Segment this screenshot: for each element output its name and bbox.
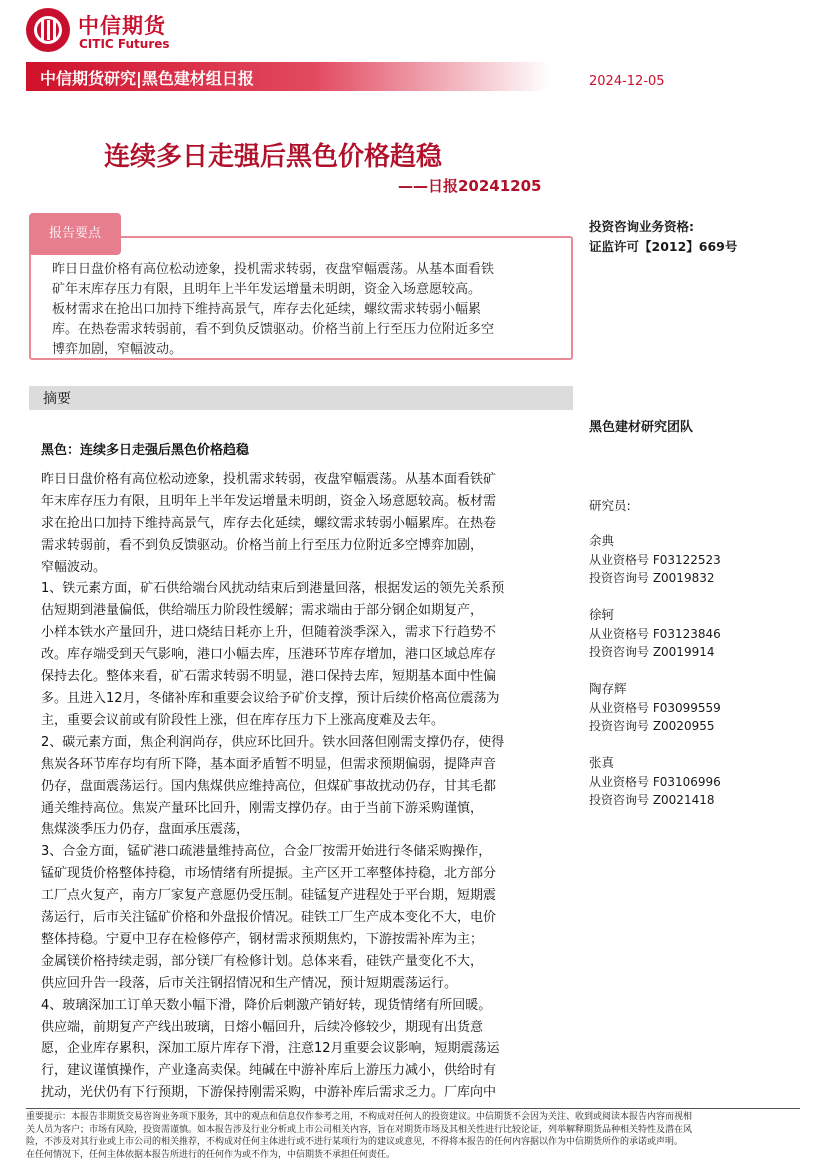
summary-line: 多。且进入12月，冬储补库和重要会议给予矿价支撑，预计后续价格高位震荡为 <box>41 690 500 706</box>
qualification-value: 证监许可【2012】669号 <box>589 239 738 254</box>
researcher-consult: 投资咨询号 Z0020955 <box>589 719 715 733</box>
summary-line: 窄幅波动。 <box>41 559 107 575</box>
summary-line: 整体持稳。宁夏中卫存在检修停产，钢材需求预期焦灼，下游按需补库为主； <box>41 931 484 947</box>
summary-line: 行，建议谨慎操作，产业逢高卖保。纯碱在中游补库后上游压力减小，供给时有 <box>41 1063 497 1079</box>
key-points-tag: 报告要点 <box>29 213 121 255</box>
researcher-name: 陶存辉 <box>589 681 627 696</box>
summary-line: 年末库存压力有限，且明年上半年发运增量未明朗，资金入场意愿较高。板材需 <box>41 493 497 509</box>
summary-line: 需求转弱前，看不到负反馈驱动。价格当前上行至压力位附近多空博弈加剧， <box>41 537 484 553</box>
research-team-name: 黑色建材研究团队 <box>589 420 694 435</box>
header-band <box>26 62 550 91</box>
researcher-label: 研究员: <box>589 498 631 513</box>
report-subtitle: ——日报20241205 <box>398 177 542 195</box>
summary-line: 改。库存端受到天气影响，港口小幅去库，压港环节库存增加，港口区域总库存 <box>41 647 497 663</box>
logo-name-cn: 中信期货 <box>78 14 166 38</box>
summary-line: 工厂点火复产，南方厂家复产意愿仍受压制。硅锰复产进程处于平台期，短期震 <box>41 888 497 904</box>
disclaimer-line: 在任何情况下，任何主体依据本报告所进行的任何作为或不作为，中信期货不承担任何责任。 <box>26 1149 396 1160</box>
key-points-line: 博弈加剧，窄幅波动。 <box>52 342 183 357</box>
disclaimer-line: 关人员为客户；市场有风险，投资需谨慎。如本报告涉及行业分析或上市公司相关内容，旨在对期货市场及其相关性进行比较论证，列举解释期货品种相关特性及潜在风 <box>26 1124 693 1135</box>
summary-line: 昨日日盘价格有高位松动迹象，投机需求转弱，夜盘窄幅震荡。从基本面看铁矿 <box>41 471 497 487</box>
summary-body <box>41 440 561 1104</box>
qualification-label: 投资咨询业务资格: <box>589 219 694 234</box>
researcher-name: 徐轲 <box>589 607 615 622</box>
researcher-consult: 投资咨询号 Z0019832 <box>589 571 715 585</box>
researcher-consult: 投资咨询号 Z0021418 <box>589 793 715 807</box>
citic-futures-logo <box>26 8 196 56</box>
disclaimer-divider <box>26 1108 800 1109</box>
summary-line: 3、合金方面，锰矿港口疏港量维持高位，合金厂按需开始进行冬储采购操作， <box>41 844 492 860</box>
researcher-entry <box>589 605 809 661</box>
summary-line: 荡运行，后市关注锰矿价格和外盘报价情况。硅铁工厂生产成本变化不大，电价 <box>41 910 497 926</box>
summary-line: 扰动，光伏仍有下行预期，下游保持刚需采购，中游补库后需求乏力。厂库向中 <box>41 1085 497 1101</box>
researcher-name: 张真 <box>589 755 615 770</box>
summary-section-bar <box>29 386 573 410</box>
header-band-text: 中信期货研究|黑色建材组日报 <box>40 69 254 88</box>
summary-line: 小样本铁水产量回升，进口烧结日耗亦上升，但随着淡季深入，需求下行趋势不 <box>41 625 497 641</box>
key-points-line: 库。在热卷需求转弱前，看不到负反馈驱动。价格当前上行至压力位附近多空 <box>52 322 495 337</box>
report-title: 连续多日走强后黑色价格趋稳 <box>104 142 443 172</box>
summary-line: 估短期到港量偏低，供给端压力阶段性缓解；需求端由于部分钢企如期复产， <box>41 603 484 619</box>
researcher-entry <box>589 753 809 809</box>
summary-line: 1、铁元素方面，矿石供给端台风扰动结束后到港量回落，根据发运的领先关系预 <box>41 581 505 597</box>
key-points-line: 板材需求在抢出口加持下维持高景气，库存去化延续，螺纹需求转弱小幅累 <box>52 302 482 317</box>
summary-heading: 黑色：连续多日走强后黑色价格趋稳 <box>41 443 250 458</box>
summary-line: 供应端，前期复产产线出玻璃，日熔小幅回升，后续冷修较少，期现有出货意 <box>41 1019 484 1035</box>
researcher-entry <box>589 531 809 587</box>
disclaimer <box>26 1111 802 1161</box>
summary-label: 摘要 <box>43 391 71 407</box>
summary-line: 求在抢出口加持下维持高景气，库存去化延续，螺纹需求转弱小幅累库。在热卷 <box>41 515 497 531</box>
key-points-line: 昨日日盘价格有高位松动迹象，投机需求转弱，夜盘窄幅震荡。从基本面看铁 <box>52 262 495 277</box>
researcher-name: 余典 <box>589 533 615 548</box>
citic-emblem-icon <box>26 8 70 52</box>
disclaimer-line: 险，不涉及对其行业或上市公司的相关推荐，不构成对任何主体进行或不进行某项行为的建议或意见，不得将本报告的任何内容据以作为中信期货所作的承诺或声明。 <box>26 1137 684 1147</box>
summary-line: 2、碳元素方面，焦企利润尚存，供应环比回升。铁水回落但刚需支撑仍存，使得 <box>41 734 505 750</box>
summary-line: 供应回升告一段落，后市关注钢招情况和生产情况，预计短期震荡运行。 <box>41 975 458 991</box>
researcher-license: 从业资格号 F03123846 <box>589 627 721 641</box>
report-date: 2024-12-05 <box>589 74 665 89</box>
summary-line: 金属镁价格持续走弱，部分镁厂有检修计划。总体来看，硅铁产量变化不大， <box>41 953 484 969</box>
summary-line: 焦煤淡季压力仍存，盘面承压震荡， <box>41 822 250 838</box>
researcher-entry <box>589 679 809 735</box>
researcher-license: 从业资格号 F03122523 <box>589 553 721 567</box>
summary-line: 保持去化。整体来看，矿石需求转弱不明显，港口保持去库，短期基本面中性偏 <box>41 669 497 685</box>
qualification-block <box>589 217 809 257</box>
summary-line: 通关维持高位。焦炭产量环比回升，刚需支撑仍存。由于当前下游采购谨慎， <box>41 800 484 816</box>
summary-line: 焦炭各环节库存均有所下降，基本面矛盾暂不明显，但需求预期偏弱，提降声音 <box>41 756 497 772</box>
key-points-text <box>52 260 560 360</box>
researcher-consult: 投资咨询号 Z0019914 <box>589 645 715 659</box>
summary-line: 愿，企业库存累积，深加工原片库存下滑，注意12月重要会议影响，短期震荡运 <box>41 1041 500 1057</box>
logo-name-en: CITIC Futures <box>79 37 170 51</box>
researcher-license: 从业资格号 F03099559 <box>589 701 721 715</box>
researcher-license: 从业资格号 F03106996 <box>589 775 721 789</box>
summary-line: 锰矿现货价格整体持稳，市场情绪有所提振。主产区开工率整体持稳，北方部分 <box>41 866 497 882</box>
key-points-line: 矿年末库存压力有限，且明年上半年发运增量未明朗，资金入场意愿较高。 <box>52 282 482 297</box>
summary-line: 主，重要会议前或有阶段性上涨，但在库存压力下上涨高度难及去年。 <box>41 712 445 728</box>
summary-line: 4、玻璃深加工订单天数小幅下滑，降价后刺激产销好转，现货情绪有所回暖。 <box>41 997 492 1013</box>
disclaimer-line: 重要提示：本报告非期货交易咨询业务项下服务，其中的观点和信息仅作参考之用，不构成对任何人的投资建议。中信期货不会因为关注、收到或阅读本报告内容而视相 <box>26 1112 693 1122</box>
summary-line: 仍存，盘面震荡运行。国内焦煤供应维持高位，但煤矿事故扰动仍存，甘其毛都 <box>41 778 497 794</box>
